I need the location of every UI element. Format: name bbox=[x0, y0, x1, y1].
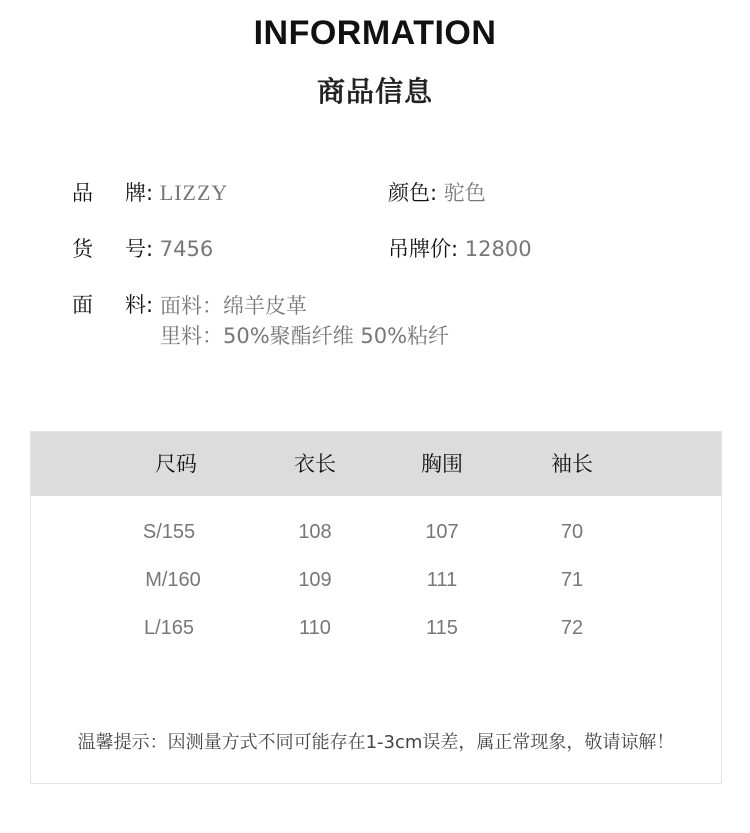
cell-bust: 115 bbox=[426, 617, 458, 639]
cell-size: M/160 bbox=[145, 569, 201, 591]
cell-size: L/165 bbox=[143, 617, 195, 639]
material-label-group bbox=[72, 289, 153, 319]
cell-bust: 111 bbox=[426, 569, 458, 591]
brand-label: 品 牌 bbox=[72, 181, 146, 205]
title-english: INFORMATION bbox=[253, 14, 497, 52]
cell-length: 108 bbox=[298, 521, 332, 543]
item-no-row bbox=[72, 235, 213, 263]
size-table-header bbox=[31, 432, 721, 496]
header-size: 尺码 bbox=[155, 452, 197, 476]
color-value: 驼色 bbox=[443, 181, 486, 205]
material-label: 面 料 bbox=[72, 293, 146, 317]
brand-colon: : bbox=[146, 181, 154, 205]
brand-value: LIZZY bbox=[159, 180, 229, 205]
item-no-colon: : bbox=[146, 237, 154, 261]
cell-sleeve: 70 bbox=[560, 521, 584, 543]
cell-length: 110 bbox=[299, 617, 331, 639]
color-label: 颜色 bbox=[388, 181, 430, 205]
tag-price-row bbox=[388, 235, 532, 263]
measurement-note: 温馨提示：因测量方式不同可能存在1-3cm误差，属正常现象，敬请谅解！ bbox=[77, 732, 675, 753]
tag-price-colon: : bbox=[451, 237, 459, 261]
cell-sleeve: 71 bbox=[560, 569, 584, 591]
tag-price-label: 吊牌价 bbox=[388, 237, 451, 261]
material-colon: : bbox=[146, 293, 154, 317]
color-colon: : bbox=[430, 181, 438, 205]
cell-bust: 107 bbox=[425, 521, 459, 543]
size-table bbox=[30, 431, 722, 784]
header-sleeve: 袖长 bbox=[551, 452, 593, 476]
cell-length: 109 bbox=[298, 569, 332, 591]
item-no-label: 货 号 bbox=[72, 237, 146, 261]
cell-size: S/155 bbox=[142, 521, 196, 543]
header-length: 衣长 bbox=[294, 452, 336, 476]
material-lining: 里料：50%聚酯纤维 50%粘纤 bbox=[160, 324, 450, 348]
title-chinese: 商品信息 bbox=[316, 75, 433, 108]
item-no-value: 7456 bbox=[159, 237, 214, 261]
color-row bbox=[388, 179, 486, 207]
material-outer: 面料：绵羊皮革 bbox=[160, 294, 307, 318]
tag-price-value: 12800 bbox=[464, 237, 532, 261]
cell-sleeve: 72 bbox=[560, 617, 584, 639]
header-bust: 胸围 bbox=[421, 452, 463, 476]
brand-row bbox=[72, 179, 228, 207]
